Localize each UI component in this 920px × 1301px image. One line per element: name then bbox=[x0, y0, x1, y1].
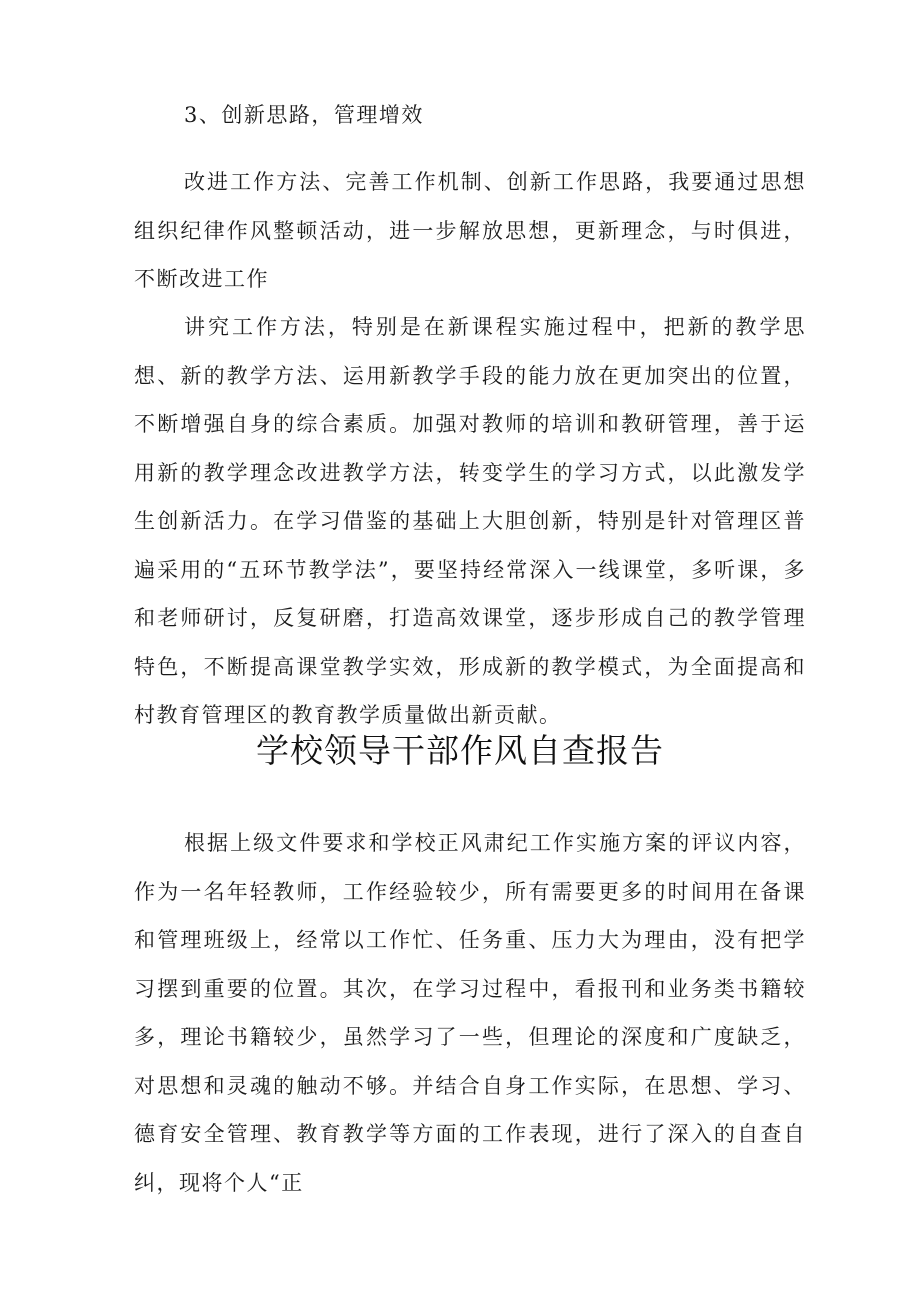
section-heading: 3、创新思路，管理增效 bbox=[184, 103, 424, 127]
section-paragraph-2: 讲究工作方法，特别是在新课程实施过程中，把新的教学思想、新的教学方法、运用新教学手段的能力放在更加突出的位置，不断增强自身的综合素质。加强对教师的培训和教研管理，善于运用新的教学理念改进教学方法，转变学生的学习方式，以此激发学生创新活力。在学习借鉴的基础上大胆创新，特别是针对管理区普遍采用的“五环节教学法”，要坚持经常深入一线课堂，多听课，多和老师研讨，反复研磨，打造高效课堂，逐步形成自己的教学管理特色，不断提高课堂教学实效，形成新的教学模式，为全面提高和村教育管理区的教育教学质量做出新贡献。 bbox=[134, 315, 806, 727]
section-paragraph-1: 改进工作方法、完善工作机制、创新工作思路，我要通过思想组织纪律作风整顿活动，进一步解放思想，更新理念，与时俱进，不断改进工作 bbox=[134, 170, 806, 291]
report-title: 学校领导干部作风自查报告 bbox=[256, 731, 664, 770]
report-paragraph-1: 根据上级文件要求和学校正风肃纪工作实施方案的评议内容，作为一名年轻教师，工作经验较少，所有需要更多的时间用在备课和管理班级上，经常以工作忙、任务重、压力大为理由，没有把学习摆到重要的位置。其次，在学习过程中，看报刊和业务类书籍较多，理论书籍较少，虽然学习了一些，但理论的深度和广度缺乏，对思想和灵魂的触动不够。并结合自身工作实际，在思想、学习、德育安全管理、教育教学等方面的工作表现，进行了深入的自查自纠，现将个人“正 bbox=[134, 831, 806, 1195]
